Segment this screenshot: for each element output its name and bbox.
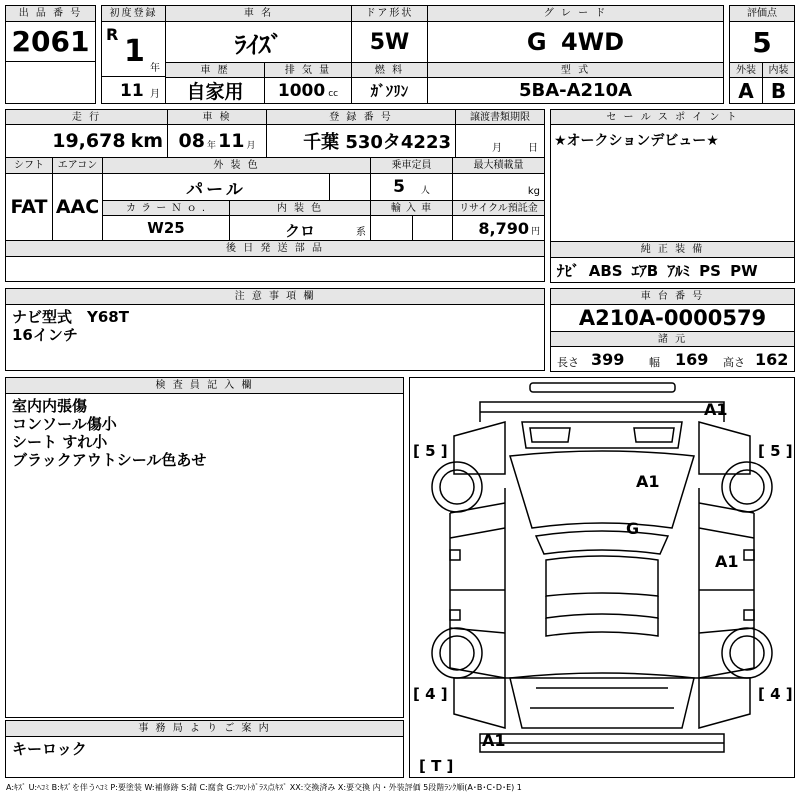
capacity-cell — [370, 173, 453, 201]
roof-rear-shape — [546, 596, 658, 618]
grille-shape — [522, 422, 682, 448]
exterior-header: 外装 — [729, 62, 763, 78]
mark-hood: A1 — [636, 472, 660, 491]
width-label: 幅 — [649, 356, 660, 369]
model-code-value: 5BA-A210A — [427, 77, 724, 104]
rear-window-shape — [546, 618, 658, 636]
chassis-no-value: A210A-0000579 — [550, 304, 795, 332]
lot-no-header: 出 品 番 号 — [5, 5, 96, 22]
first-reg-year-cell — [101, 21, 166, 77]
deadline-day-unit: 日 — [528, 143, 538, 154]
import-header: 輸 入 車 — [370, 200, 453, 216]
right-door-lines-shape — [699, 528, 754, 633]
score-value: 5 — [729, 21, 795, 63]
capacity-value: 5 — [393, 177, 405, 197]
sales-point-value: ★オークションデビュー★ — [554, 133, 719, 149]
grade-value: G 4WD — [427, 21, 724, 63]
ext-color-header: 外 装 色 — [102, 157, 371, 174]
inspection-month-unit: 月 — [246, 140, 256, 151]
office-cell — [5, 736, 404, 778]
capacity-unit: 人 — [420, 185, 430, 196]
mark-front-bumper: A1 — [704, 400, 728, 419]
equipment-value: ﾅﾋﾞ ABS ｴｱB ｱﾙﾐ PS PW — [550, 257, 795, 283]
right-rear-handle-shape — [744, 610, 754, 620]
genuine-equip-header: 純 正 装 備 — [550, 241, 795, 258]
front-edge-shape — [530, 383, 675, 392]
transfer-deadline-header: 譲渡書類期限 — [455, 109, 545, 125]
displacement-value: 1000 — [277, 80, 326, 101]
lot-no-blank — [5, 61, 96, 104]
score-header: 評価点 — [729, 5, 795, 22]
interior-value: B — [762, 77, 795, 104]
door-value: 5W — [351, 21, 428, 63]
int-color-unit: 系 — [356, 227, 366, 238]
length-label: 長さ — [557, 356, 579, 369]
interior-header: 内装 — [762, 62, 795, 78]
chassis-no-header: 車 台 番 号 — [550, 288, 795, 305]
inspection-header: 車 検 — [167, 109, 267, 125]
import-cell-1 — [370, 215, 413, 241]
color-no-value: W25 — [102, 215, 230, 241]
first-reg-month: 11 — [120, 81, 144, 101]
inspector-header: 検 査 員 記 入 欄 — [5, 377, 404, 394]
first-reg-year: 1 — [124, 34, 145, 69]
fuel-value: ｶﾞｿﾘﾝ — [351, 77, 428, 104]
later-parts-cell — [5, 256, 545, 282]
lot-no-value: 2061 — [5, 21, 96, 62]
fuel-header: 燃 料 — [351, 62, 428, 78]
door-header: ドア形状 — [351, 5, 428, 22]
left-door-lines-shape — [450, 528, 505, 633]
headlight-shape — [530, 428, 674, 442]
ext-color-value: パール — [102, 173, 330, 201]
office-header: 事 務 局 よ り ご 案 内 — [5, 720, 404, 737]
wheel-rear-right-shape — [730, 636, 764, 670]
car-name-value: ﾗｲｽﾞ — [165, 21, 352, 63]
tire-fl-label: [ 5 ] — [413, 442, 448, 460]
transfer-deadline-cell — [455, 124, 545, 158]
history-value: 自家用 — [165, 77, 265, 104]
left-front-handle-shape — [450, 550, 460, 560]
rear-bumper-shape — [480, 734, 724, 752]
height-value: 162 — [755, 350, 789, 369]
wheel-front-left-shape — [440, 470, 474, 504]
windshield-shape — [536, 531, 668, 554]
mileage-cell — [5, 124, 168, 158]
inspector-text: 室内内張傷 コンソール傷小 シート すれ小 ブラックアウトシール色あせ — [12, 397, 207, 469]
car-diagram-svg — [410, 378, 794, 777]
model-code-header: 型 式 — [427, 62, 724, 78]
year-unit: 年 — [150, 63, 160, 74]
sales-point-cell — [550, 124, 795, 242]
wheel-front-right-shape — [730, 470, 764, 504]
specs-cell — [550, 346, 795, 372]
sales-point-header: セ ー ル ス ポ イ ン ト — [550, 109, 795, 125]
recycle-value: 8,790 — [478, 218, 529, 238]
first-reg-header: 初度登録 — [101, 5, 166, 22]
aircon-header: エアコン — [52, 157, 103, 174]
width-value: 169 — [675, 350, 709, 369]
registration-value: 千葉 530タ4223 — [266, 124, 456, 158]
mileage-header: 走 行 — [5, 109, 168, 125]
deadline-month-unit: 月 — [492, 143, 502, 154]
registration-header: 登 録 番 号 — [266, 109, 456, 125]
mileage-unit: km — [130, 130, 163, 152]
ext-color-blank — [329, 173, 371, 201]
spare-label: [ T ] — [419, 757, 454, 775]
recycle-cell — [452, 215, 545, 241]
inspection-cell — [167, 124, 267, 158]
mileage-value: 19,678 — [52, 130, 126, 152]
rear-fender-shape — [454, 678, 750, 728]
trunk-shape — [510, 673, 694, 728]
length-value: 399 — [591, 350, 625, 369]
inspector-cell — [5, 393, 404, 718]
caution-text: ナビ型式 Y68T 16インチ — [12, 308, 129, 344]
month-unit: 月 — [150, 89, 160, 100]
cabin-body-shape — [505, 488, 699, 678]
trunk-lines-shape — [530, 688, 674, 708]
grade-header: グ レ ー ド — [427, 5, 724, 22]
front-bumper-shape — [480, 402, 724, 422]
int-color-value: クロ — [284, 222, 315, 240]
right-front-handle-shape — [744, 550, 754, 560]
later-parts-header: 後 日 発 送 部 品 — [5, 240, 545, 257]
inspection-year: 08 — [178, 130, 205, 152]
shift-value: FAT — [5, 173, 53, 241]
recycle-header: リサイクル預託金 — [452, 200, 545, 216]
tire-rl-label: [ 4 ] — [413, 685, 448, 703]
mark-roof: G — [626, 519, 640, 538]
wheel-rear-left-shape — [440, 636, 474, 670]
import-cell-2 — [412, 215, 453, 241]
recycle-unit: 円 — [530, 226, 540, 237]
tire-rr-label: [ 4 ] — [758, 685, 793, 703]
era-label: R — [106, 25, 119, 44]
caution-cell — [5, 304, 545, 371]
displacement-header: 排 気 量 — [264, 62, 352, 78]
left-rear-handle-shape — [450, 610, 460, 620]
int-color-cell — [229, 215, 371, 241]
inspection-month: 11 — [218, 130, 245, 152]
car-diagram — [409, 377, 795, 778]
caution-header: 注 意 事 項 欄 — [5, 288, 545, 305]
mark-right-door: A1 — [715, 552, 739, 571]
tire-fr-label: [ 5 ] — [758, 442, 793, 460]
shift-header: シフト — [5, 157, 53, 174]
displacement-unit: cc — [328, 88, 339, 99]
color-no-header: カ ラ ー Ｎ ｏ . — [102, 200, 230, 216]
history-header: 車 歴 — [165, 62, 265, 78]
max-load-cell — [452, 173, 545, 201]
roof-shape — [546, 556, 658, 596]
hood-shape — [510, 451, 694, 528]
max-load-unit: kg — [527, 186, 540, 197]
capacity-header: 乗車定員 — [370, 157, 453, 174]
int-color-header: 内 装 色 — [229, 200, 371, 216]
specs-header: 諸 元 — [550, 331, 795, 347]
inspection-year-unit: 年 — [206, 140, 216, 151]
office-text: キーロック — [12, 740, 87, 758]
height-label: 高さ — [723, 356, 745, 369]
displacement-cell — [264, 77, 352, 104]
damage-legend: A:ｷｽﾞ U:ﾍｺﾐ B:ｷｽﾞを伴うﾍｺﾐ P:要塗装 W:補修跡 S:錆 C:腐食 G:ﾌﾛﾝﾄｶﾞﾗｽ点ｷｽﾞ XX:交換済み X:要交換 内・外装評価 5段階ﾗﾝｸ順(A･B･C･D･E) 1 — [6, 783, 522, 792]
max-load-header: 最大積載量 — [452, 157, 545, 174]
exterior-value: A — [729, 77, 763, 104]
first-reg-month-cell — [101, 76, 166, 104]
car-name-header: 車 名 — [165, 5, 352, 22]
mark-rear-bumper: A1 — [482, 731, 506, 750]
aircon-value: AAC — [52, 173, 103, 241]
